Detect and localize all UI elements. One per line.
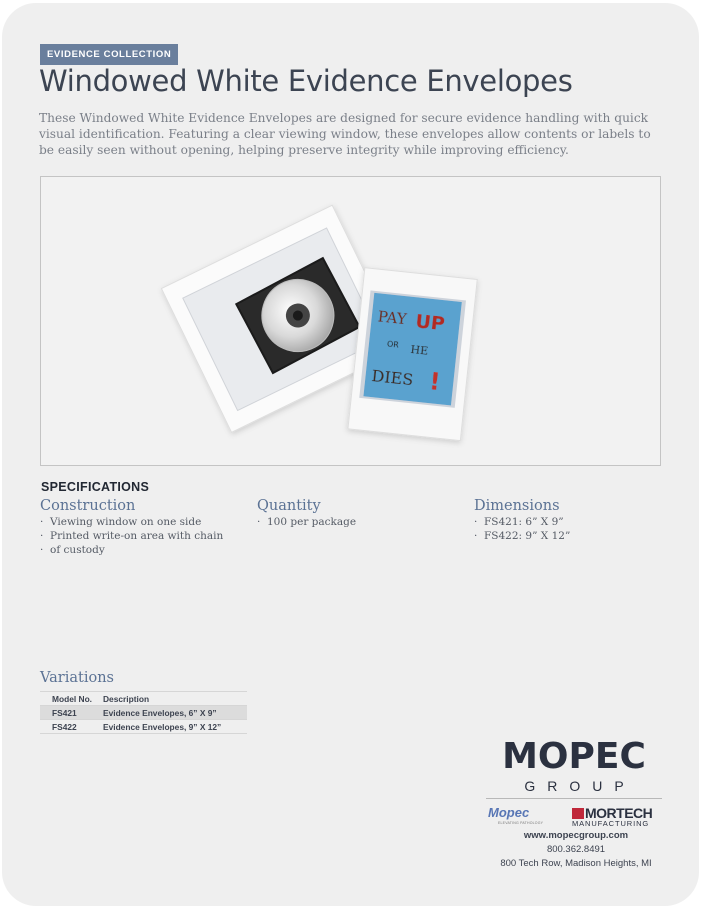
table-header-row [40,692,247,706]
spec-item: · Printed write-on area with chain [40,529,223,543]
spec-item: · FS422: 9” X 12” [474,529,570,543]
card-text-6: ! [427,367,442,397]
table-row [40,706,247,720]
column-header-description: Description [103,692,247,706]
description-cell: Evidence Envelopes, 6” X 9” [103,706,247,720]
mopec-logo-tagline: ELEVATING PATHOLOGY [498,821,544,825]
phone-number: 800.362.8491 [546,844,606,855]
mortech-square-icon [572,808,584,819]
collection-tag: EVIDENCE COLLECTION [40,44,178,65]
spec-item: · of custody [40,543,223,557]
spec-item: · FS421: 6” X 9” [474,515,570,529]
table-row [40,720,247,734]
spec-quantity [257,498,356,529]
card-text-1: PAY [376,307,408,329]
specifications-heading: SPECIFICATIONS [41,480,150,494]
spec-quantity-title: Quantity [257,498,321,514]
envelopes-illustration [41,177,660,465]
description-cell: Evidence Envelopes, 9” X 12” [103,720,247,734]
logo-divider [486,798,662,799]
spec-dimensions-title: Dimensions [474,498,560,514]
model-cell: FS421 [40,706,103,720]
sub-brand-logos [486,805,662,829]
card-text-5: DIES [370,366,415,390]
website-link[interactable]: www.mopecgroup.com [523,830,629,841]
variations-table [40,691,247,734]
card-text-4: HE [409,342,429,358]
page-title: Windowed White Evidence Envelopes [39,64,573,98]
spec-dimensions [474,498,570,543]
spec-construction-title: Construction [40,498,136,514]
mortech-logo-sub: MANUFACTURING [572,819,650,828]
contact-info [480,829,672,871]
card-text-3: OR [386,339,400,350]
spec-construction [40,498,223,557]
mopec-group-logo: MOPEC [502,736,646,777]
mortech-logo-text: MORTECH [585,805,653,821]
mopec-group-logo-sub: GROUP [524,778,636,794]
address: 800 Tech Row, Madison Heights, MI [500,858,652,869]
spec-item: · 100 per package [257,515,356,529]
variations-heading: Variations [40,670,114,686]
card-text-2: UP [414,310,446,336]
intro-paragraph: These Windowed White Evidence Envelopes are designed for secure evidence handling with quick visual identification. Featuring a clear viewing window, these envelopes allow contents or labels to be easily seen without opening, helping preserve integrity while improving efficiency. [39,111,651,157]
brand-block [486,738,662,829]
spec-item: · Viewing window on one side [40,515,223,529]
model-cell: FS422 [40,720,103,734]
small-envelope [348,268,477,441]
column-header-model: Model No. [40,692,103,706]
mopec-logo: Mopec [488,805,530,820]
product-image [40,176,661,466]
